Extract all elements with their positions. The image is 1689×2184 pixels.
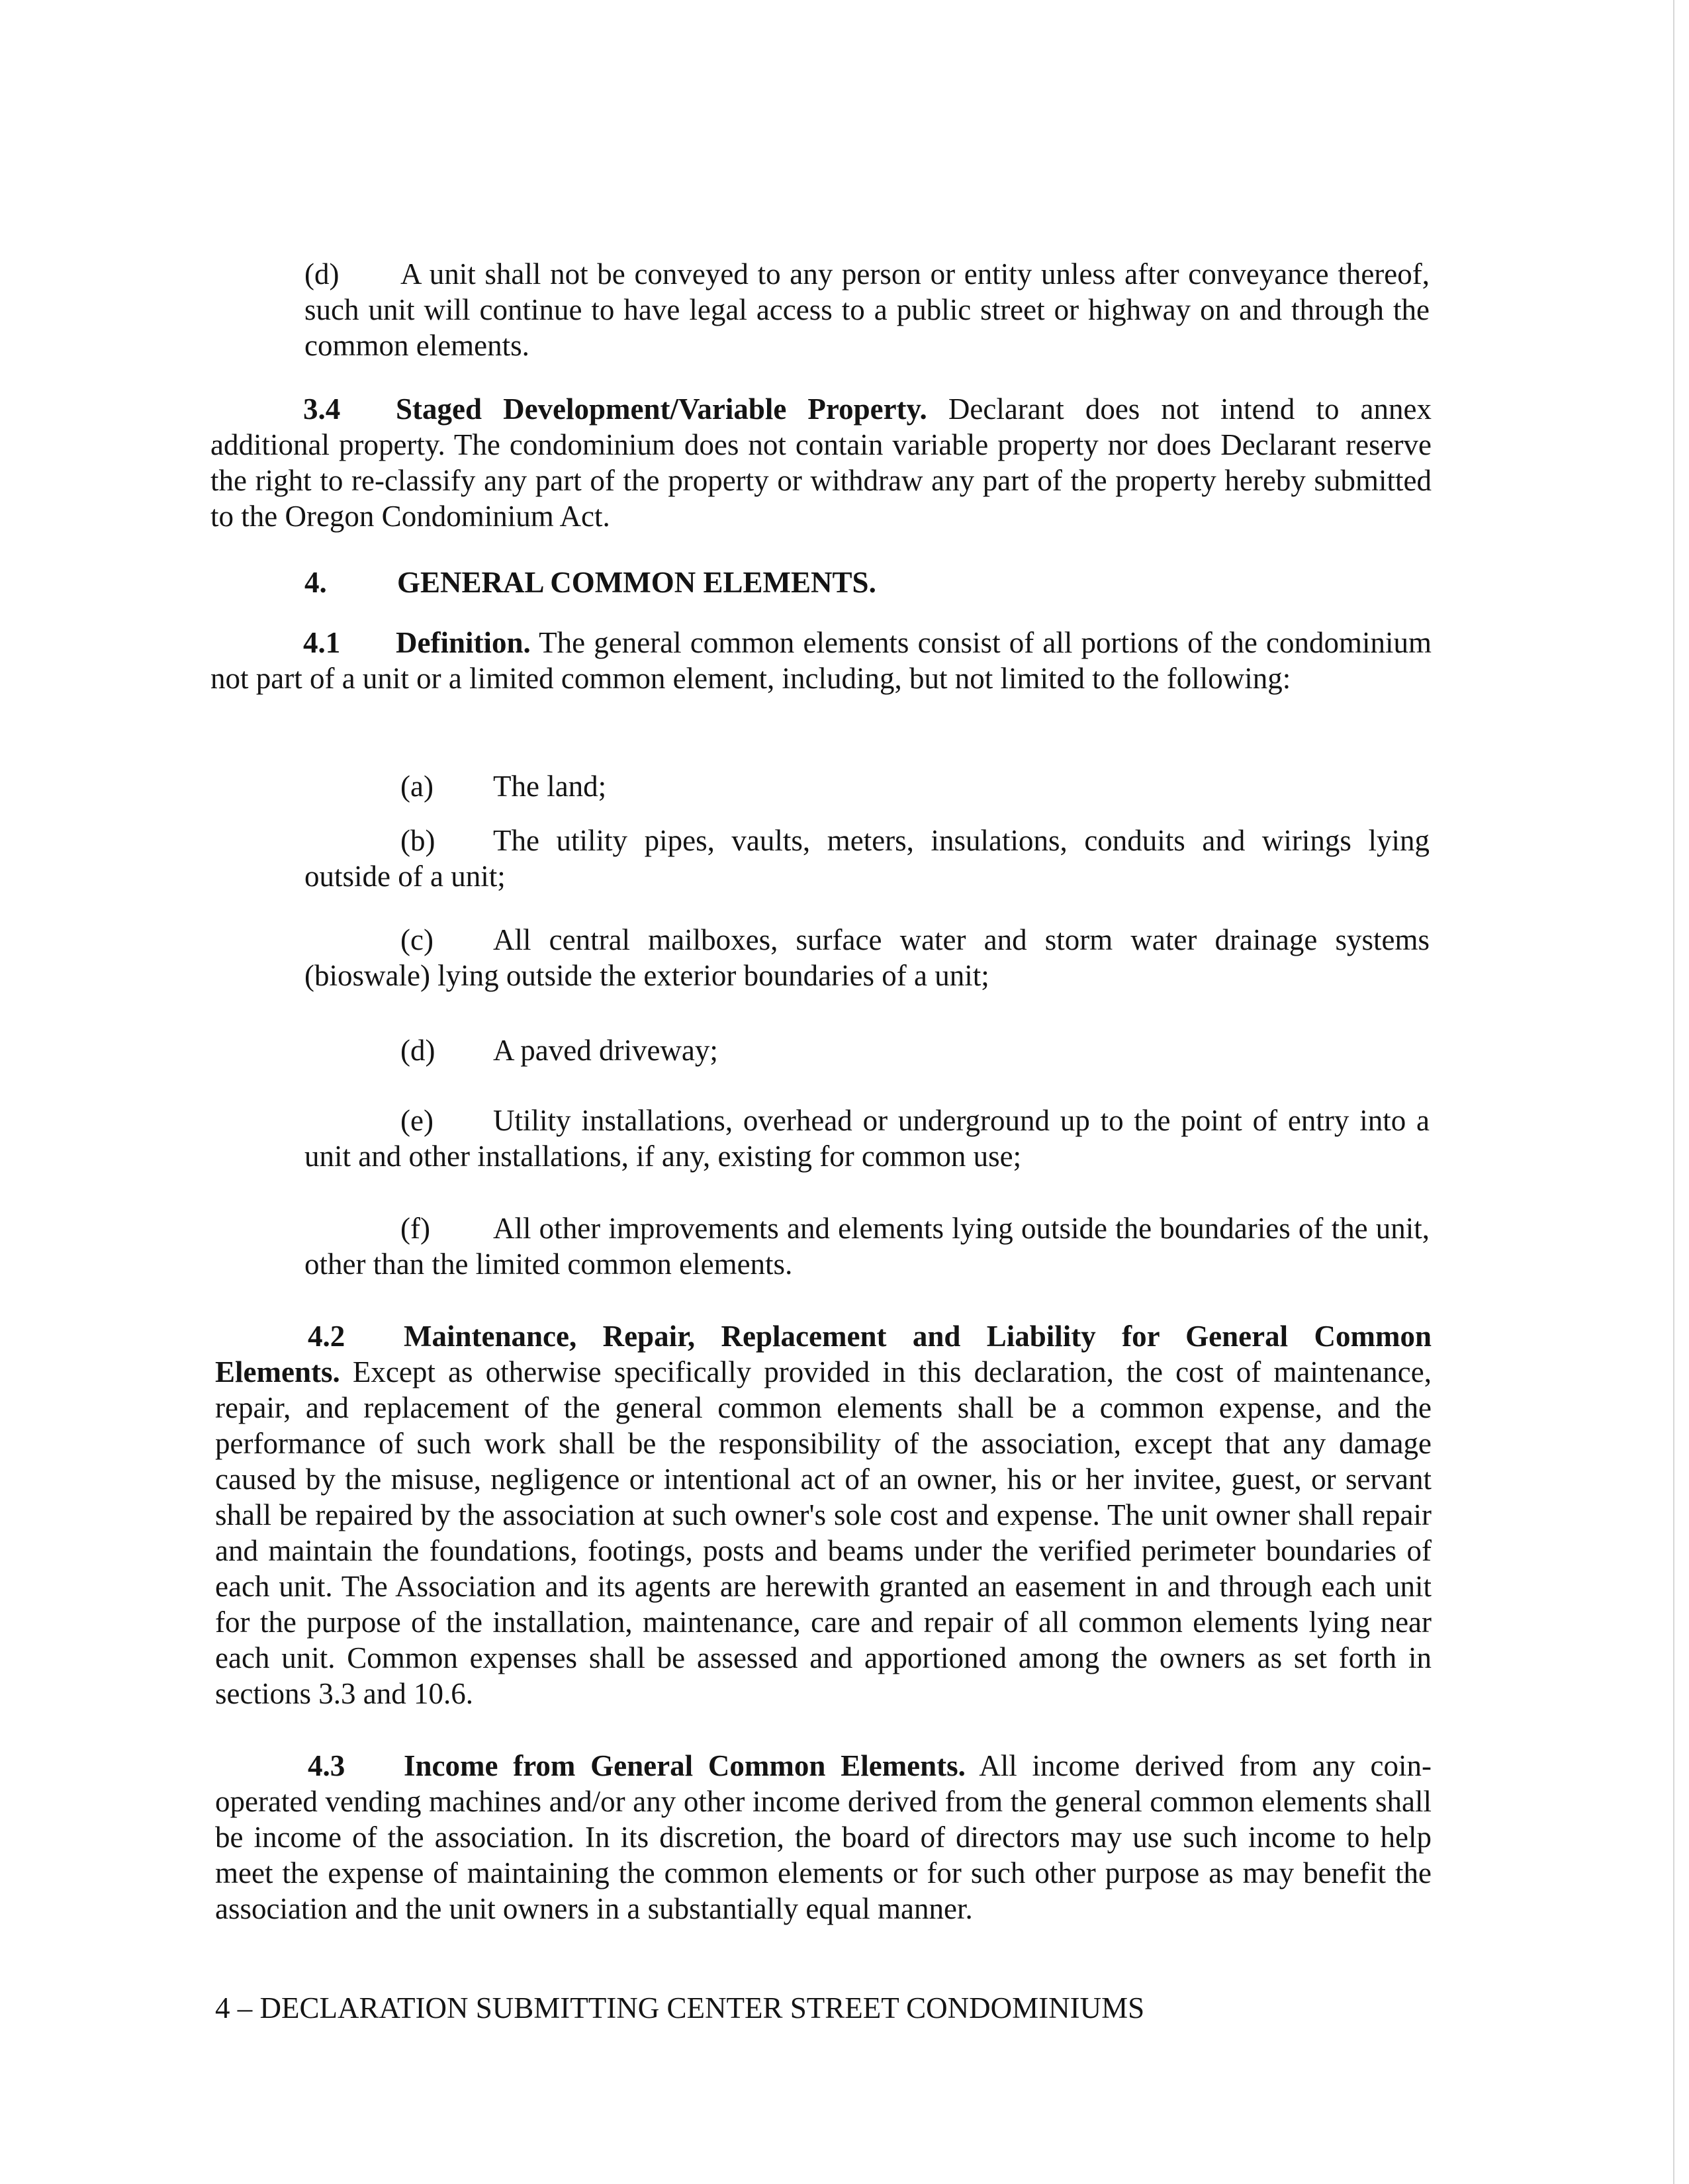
- item-label: (d): [400, 1034, 435, 1067]
- list-item-a: [304, 768, 1430, 804]
- list-item-e: [304, 1103, 1430, 1174]
- section-3-4: [210, 391, 1432, 534]
- section-number: 3.4: [303, 392, 341, 426]
- section-heading: Income from General Common Elements.: [404, 1749, 966, 1782]
- section-text: Declarant does not intend to annex additional property. The condominium does not contain variable property nor does Declarant reserve the right to re-classify any part of the property or withdraw any part of the property hereby submitted to the Oregon Condominium Act.: [210, 392, 1432, 533]
- list-item-c: [304, 922, 1430, 993]
- section-number: 4.3: [308, 1749, 345, 1782]
- item-text: All central mailboxes, surface water and storm water drainage systems (bioswale) lying outside the exterior boundaries of a unit;: [304, 923, 1430, 992]
- subsection-3-3-d: [304, 256, 1430, 363]
- section-heading: GENERAL COMMON ELEMENTS.: [397, 566, 876, 599]
- item-label: (a): [400, 770, 434, 803]
- section-text: The general common elements consist of all portions of the condominium not part of a unit or a limited common element, including, but not limited to the following:: [210, 626, 1432, 695]
- item-label: (d): [304, 257, 340, 291]
- item-label: (b): [400, 824, 435, 857]
- section-number: 4.1: [303, 626, 341, 659]
- item-text: All other improvements and elements lying outside the boundaries of the unit, other than the limited common elements.: [304, 1212, 1430, 1281]
- section-4-2: [215, 1318, 1432, 1711]
- section-heading: Staged Development/Variable Property.: [396, 392, 927, 426]
- section-text: All income derived from any coin-operated vending machines and/or any other income derived from the general common elements shall be income of the association. In its discretion, the board of directors may use such income to help meet the expense of maintaining the common elements or for such other purpose as may benefit the association and the unit owners in a substantially equal manner.: [215, 1749, 1432, 1925]
- item-text: A unit shall not be conveyed to any person or entity unless after conveyance thereof, such unit will continue to have legal access to a public street or highway on and through the common elements.: [304, 257, 1430, 362]
- item-label: (e): [400, 1104, 434, 1137]
- section-text: Except as otherwise specifically provided in this declaration, the cost of maintenance, repair, and replacement of the general common elements shall be a common expense, and the performance of such work shall be the responsibility of the association, except that any damage caused by the misuse, negligence or intentional act of an owner, his or her invitee, guest, or servant shall be repaired by the association at such owner's sole cost and expense. The unit owner shall repair and maintain the foundations, footings, posts and beams under the verified perimeter boundaries of each unit. The Association and its agents are herewith granted an easement in and through each unit for the purpose of the installation, maintenance, care and repair of all common elements lying near each unit. Common expenses shall be assessed and apportioned among the owners as set forth in sections 3.3 and 10.6.: [215, 1355, 1432, 1710]
- section-4-heading: [304, 565, 1363, 600]
- section-4-1: [210, 625, 1432, 696]
- list-item-d: [304, 1032, 1430, 1068]
- section-number: 4.2: [308, 1320, 345, 1353]
- section-4-3: [215, 1748, 1432, 1927]
- list-item-b: [304, 823, 1430, 894]
- item-text: Utility installations, overhead or underground up to the point of entry into a unit and other installations, if any, existing for common use;: [304, 1104, 1430, 1173]
- section-number: 4.: [304, 566, 327, 599]
- item-label: (f): [400, 1212, 430, 1245]
- section-heading: Maintenance, Repair, Replacement and Liability for General Common Elements.: [215, 1320, 1432, 1388]
- item-text: A paved driveway;: [493, 1034, 718, 1067]
- page-footer: 4 – DECLARATION SUBMITTING CENTER STREET CONDOMINIUMS: [215, 1991, 1145, 2025]
- item-label: (c): [400, 923, 434, 956]
- item-text: The land;: [493, 770, 607, 803]
- scan-edge-line: [1673, 0, 1674, 2184]
- section-heading: Definition.: [396, 626, 531, 659]
- item-text: The utility pipes, vaults, meters, insulations, conduits and wirings lying outside of a unit;: [304, 824, 1430, 893]
- list-item-f: [304, 1210, 1430, 1282]
